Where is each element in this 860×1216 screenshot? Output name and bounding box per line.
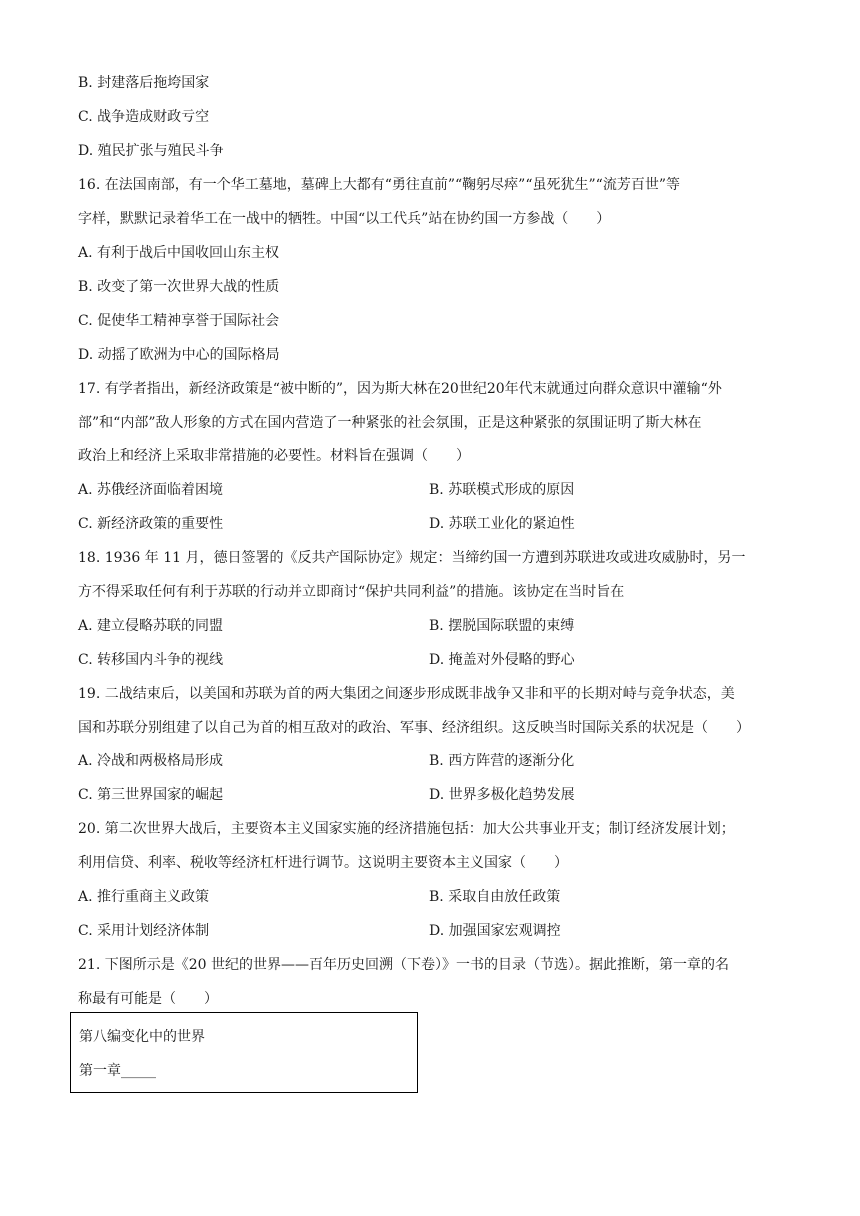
- q19-stem-line1: 19. 二战结束后，以美国和苏联为首的两大集团之间逐步形成既非战争又非和平的长期对峙与竞争状态，美: [78, 686, 735, 702]
- q19-stem-line2: 国和苏联分别组建了以自己为首的相互敌对的政治、军事、经济组织。这反映当时国际关系的状况是（ ）: [78, 720, 750, 736]
- q20-option-c: C. 采用计划经济体制: [78, 923, 210, 939]
- q20-option-b: B. 采取自由放任政策: [429, 889, 561, 905]
- toc-chapter-blank: 第一章_____: [79, 1063, 156, 1079]
- q16-option-a: A. 有利于战后中国收回山东主权: [78, 245, 280, 261]
- q17-option-d: D. 苏联工业化的紧迫性: [429, 516, 575, 532]
- table-of-contents-box: [70, 1012, 418, 1093]
- q16-stem-line2: 字样，默默记录着华工在一战中的牺牲。中国“以工代兵”站在协约国一方参战（ ）: [78, 211, 611, 227]
- q19-option-c: C. 第三世界国家的崛起: [78, 787, 224, 803]
- q19-option-d: D. 世界多极化趋势发展: [429, 787, 575, 803]
- q18-stem-line1: 18. 1936 年 11 月，德日签署的《反共产国际协定》规定：当缔约国一方遭到苏联进攻或进攻威胁时，另一: [78, 550, 746, 566]
- q20-stem-line1: 20. 第二次世界大战后，主要资本主义国家实施的经济措施包括：加大公共事业开支；制订经济发展计划；: [78, 821, 735, 837]
- q18-stem-line2: 方不得采取任何有利于苏联的行动并立即商讨“保护共同利益”的措施。该协定在当时旨在: [78, 584, 625, 600]
- q18-option-b: B. 摆脱国际联盟的束缚: [429, 618, 575, 634]
- q15-option-b: B. 封建落后拖垮国家: [78, 75, 210, 91]
- q20-option-a: A. 推行重商主义政策: [78, 889, 210, 905]
- q18-option-c: C. 转移国内斗争的视线: [78, 652, 224, 668]
- q19-option-b: B. 西方阵营的逐渐分化: [429, 753, 575, 769]
- q20-option-d: D. 加强国家宏观调控: [429, 923, 561, 939]
- q20-stem-line2: 利用信贷、利率、税收等经济杠杆进行调节。这说明主要资本主义国家（ ）: [78, 855, 568, 871]
- q17-stem-line1: 17. 有学者指出，新经济政策是“被中断的”，因为斯大林在20世纪20年代末就通过向群众意识中灌输“外: [78, 381, 722, 397]
- q19-option-a: A. 冷战和两极格局形成: [78, 753, 224, 769]
- q16-option-b: B. 改变了第一次世界大战的性质: [78, 279, 280, 295]
- q17-option-a: A. 苏俄经济面临着困境: [78, 482, 224, 498]
- q17-option-b: B. 苏联模式形成的原因: [429, 482, 575, 498]
- q16-option-d: D. 动摇了欧洲为中心的国际格局: [78, 347, 280, 363]
- q21-stem-line1: 21. 下图所示是《20 世纪的世界——百年历史回溯（下卷）》一书的目录（节选）。据此推断，第一章的名: [78, 957, 729, 973]
- toc-part-title: 第八编变化中的世界: [79, 1029, 205, 1045]
- q17-stem-line3: 政治上和经济上采取非常措施的必要性。材料旨在强调（ ）: [78, 448, 470, 464]
- q17-option-c: C. 新经济政策的重要性: [78, 516, 224, 532]
- q15-option-d: D. 殖民扩张与殖民斗争: [78, 143, 224, 159]
- q16-option-c: C. 促使华工精神享誉于国际社会: [78, 313, 280, 329]
- q18-option-a: A. 建立侵略苏联的同盟: [78, 618, 224, 634]
- q15-option-c: C. 战争造成财政亏空: [78, 109, 210, 125]
- q18-option-d: D. 掩盖对外侵略的野心: [429, 652, 575, 668]
- q17-stem-line2: 部”和“内部”敌人形象的方式在国内营造了一种紧张的社会氛围，正是这种紧张的氛围证明了斯大林在: [78, 415, 702, 431]
- q16-stem-line1: 16. 在法国南部，有一个华工墓地，墓碑上大都有“勇往直前”“鞠躬尽瘁”“虽死犹生”“流芳百世”等: [78, 177, 680, 193]
- q21-stem-line2: 称最有可能是（ ）: [78, 991, 218, 1007]
